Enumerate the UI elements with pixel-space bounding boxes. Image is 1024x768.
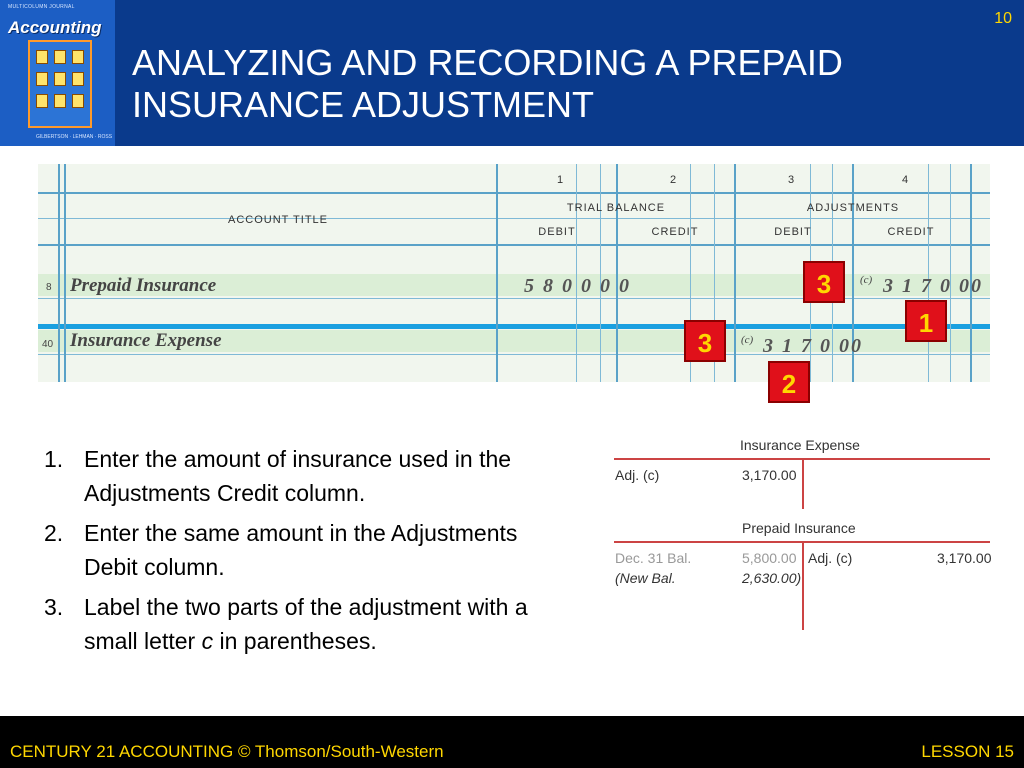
step-badge-3: 3 bbox=[803, 261, 845, 303]
adj-debit-header: DEBIT bbox=[774, 226, 812, 238]
trial-debit-amount: 5 8 0 0 0 0 bbox=[524, 275, 631, 297]
account-insurance-expense: Insurance Expense bbox=[70, 330, 222, 351]
line-number: 40 bbox=[42, 339, 54, 350]
t-new-balance-amount: 2,630.00) bbox=[742, 570, 802, 586]
adj-credit-header: CREDIT bbox=[887, 226, 935, 238]
book-title: Accounting bbox=[8, 18, 102, 37]
step-item bbox=[44, 590, 544, 658]
step-item bbox=[44, 442, 544, 510]
t-account-title: Prepaid Insurance bbox=[742, 520, 856, 536]
steps-list bbox=[44, 442, 544, 664]
slide-number: 10 bbox=[994, 10, 1012, 27]
step-badge-1: 1 bbox=[905, 300, 947, 342]
worksheet-excerpt bbox=[38, 164, 990, 382]
adj-credit-amount: 3 1 7 0 00 bbox=[883, 275, 983, 297]
step-badge-2: 2 bbox=[768, 361, 810, 403]
step-text: in parentheses. bbox=[213, 628, 377, 654]
account-prepaid-insurance: Prepaid Insurance bbox=[70, 275, 217, 296]
book-cover-image bbox=[0, 0, 115, 146]
adjustments-header: ADJUSTMENTS bbox=[806, 202, 900, 214]
t-credit-amount: 3,170.00 bbox=[937, 550, 992, 566]
t-debit-amount: 3,170.00 bbox=[742, 467, 797, 483]
column-number-3: 3 bbox=[788, 174, 795, 186]
step-text: Enter the same amount in the Adjustments Debit column. bbox=[84, 520, 518, 580]
line-number: 8 bbox=[46, 282, 52, 293]
step-letter: c bbox=[201, 628, 214, 654]
slide-title: ANALYZING AND RECORDING A PREPAID INSURANCE ADJUSTMENT bbox=[132, 42, 843, 125]
column-number-1: 1 bbox=[557, 174, 564, 186]
adj-letter-label: (c) bbox=[860, 274, 873, 286]
t-account-title: Insurance Expense bbox=[740, 437, 860, 453]
adj-debit-amount: 3 1 7 0 00 bbox=[763, 335, 863, 357]
trial-balance-header: TRIAL BALANCE bbox=[566, 202, 666, 214]
step-badge-3: 3 bbox=[684, 320, 726, 362]
step-number: 3. bbox=[44, 594, 64, 620]
t-debit-label: Dec. 31 Bal. bbox=[615, 550, 692, 566]
slide-header bbox=[0, 0, 1024, 146]
book-series-text: MULTICOLUMN JOURNAL bbox=[8, 4, 75, 10]
step-number: 2. bbox=[44, 520, 64, 546]
t-new-balance-label: (New Bal. bbox=[615, 570, 676, 586]
t-credit-label: Adj. (c) bbox=[808, 550, 853, 566]
account-title-header: ACCOUNT TITLE bbox=[228, 214, 328, 226]
t-debit-amount: 5,800.00 bbox=[742, 550, 797, 566]
step-text: Label the two parts of the adjustment with a small letter bbox=[84, 594, 528, 654]
t-debit-label: Adj. (c) bbox=[615, 467, 660, 483]
step-number: 1. bbox=[44, 446, 64, 472]
footer-lesson: LESSON 15 bbox=[921, 742, 1014, 761]
adj-letter-label: (c) bbox=[741, 334, 754, 346]
trial-credit-header: CREDIT bbox=[651, 226, 699, 238]
building-illustration bbox=[28, 40, 92, 128]
slide-footer bbox=[0, 716, 1024, 768]
column-number-4: 4 bbox=[902, 174, 909, 186]
column-number-2: 2 bbox=[670, 174, 677, 186]
step-item bbox=[44, 516, 544, 584]
step-text: Enter the amount of insurance used in the Adjustments Credit column. bbox=[84, 446, 512, 506]
footer-copyright: CENTURY 21 ACCOUNTING © Thomson/South-Western bbox=[10, 742, 444, 761]
book-authors: GILBERTSON · LEHMAN · ROSS bbox=[36, 134, 113, 140]
trial-debit-header: DEBIT bbox=[538, 226, 576, 238]
